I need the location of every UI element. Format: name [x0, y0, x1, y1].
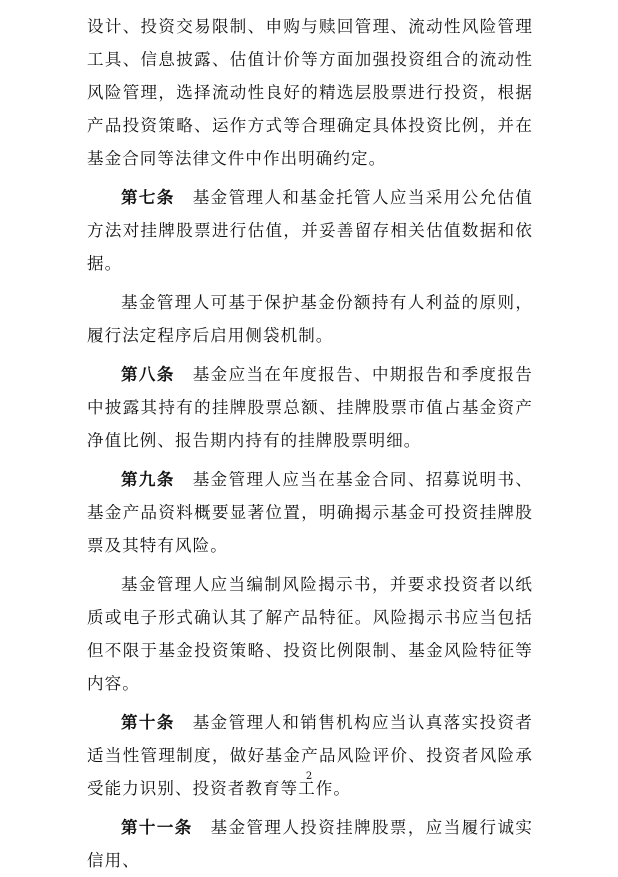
paragraph-text: 基金管理人应当在基金合同、招募说明书、基金产品资料概要显著位置，明确揭示基金可投资挂牌股票及其特有风险。 — [87, 470, 533, 555]
paragraph-text: 基金管理人和销售机构应当认真落实投资者适当性管理制度，做好基金产品风险评价、投资者风险承受能力识别、投资者教育等工作。 — [87, 713, 533, 798]
article-heading: 第八条 — [121, 365, 175, 384]
paragraph-continuation — [87, 10, 533, 175]
paragraph-text: 基金应当在年度报告、中期报告和季度报告中披露其持有的挂牌股票总额、挂牌股票市值占基金资产净值比例、报告期内持有的挂牌股票明细。 — [87, 365, 533, 450]
article-10 — [87, 706, 533, 805]
page-number: 2 — [305, 771, 313, 782]
article-9 — [87, 463, 533, 562]
article-9-paragraph-2 — [87, 568, 533, 700]
article-8 — [87, 358, 533, 457]
paragraph-text: 基金管理人可基于保护基金份额持有人利益的原则，履行法定程序后启用侧袋机制。 — [87, 293, 533, 345]
article-heading: 第十条 — [121, 713, 175, 732]
article-7-paragraph-2 — [87, 286, 533, 352]
paragraph-text: 基金管理人应当编制风险揭示书，并要求投资者以纸质或电子形式确认其了解产品特征。风险揭示书应当包括但不限于基金投资策略、投资比例限制、基金风险特征等内容。 — [87, 575, 533, 693]
document-body — [87, 10, 533, 877]
paragraph-text: 基金管理人和基金托管人应当采用公允估值方法对挂牌股票进行估值，并妥善留存相关估值数据和依据。 — [87, 188, 533, 273]
article-7 — [87, 181, 533, 280]
article-heading: 第十一条 — [121, 818, 193, 837]
article-heading: 第九条 — [121, 470, 175, 489]
article-heading: 第七条 — [121, 188, 175, 207]
paragraph-text: 基金管理人投资挂牌股票，应当履行诚实信用、 — [87, 818, 533, 870]
paragraph-text: 设计、投资交易限制、申购与赎回管理、流动性风险管理工具、信息披露、估值计价等方面加强投资组合的流动性风险管理，选择流动性良好的精选层股票进行投资，根据产品投资策略、运作方式等合理确定具体投资比例，并在基金合同等法律文件中作出明确约定。 — [87, 17, 533, 168]
article-11 — [87, 811, 533, 877]
